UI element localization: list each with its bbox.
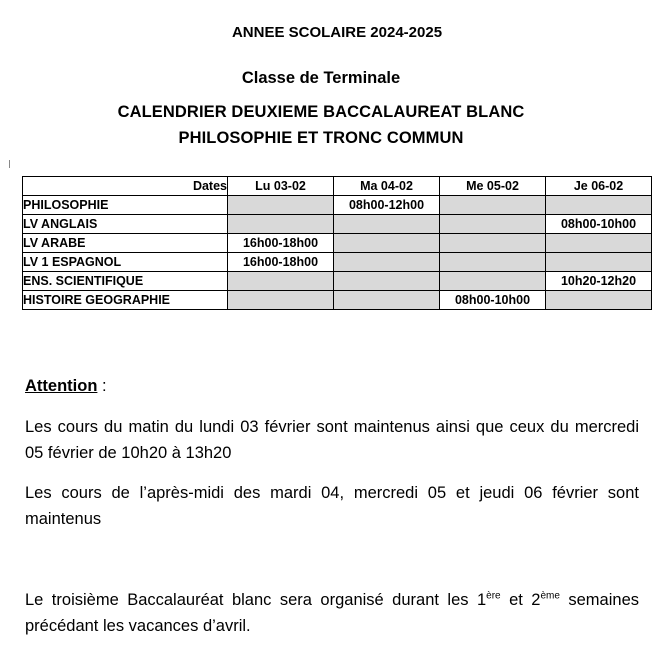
day-header-cell: Ma 04-02 [334,177,440,196]
table-row [23,291,652,310]
para3-superscript: ère [486,590,501,602]
empty-slot-cell [334,291,440,310]
calendar-title-line2: PHILOSOPHIE ET TRONC COMMUN [178,129,464,147]
exam-slot-cell: 08h00-10h00 [440,291,546,310]
exam-slot-cell: 16h00-18h00 [228,253,334,272]
attention-label: Attention [25,377,98,395]
empty-slot-cell [334,234,440,253]
para3-superscript: ème [540,590,560,602]
attention-heading [25,377,107,396]
note-paragraph-afternoon: Les cours de l’après-midi des mardi 04, mercredi 05 et jeudi 06 février sont maintenus [25,484,639,528]
subject-cell: LV 1 ESPAGNOL [23,253,228,272]
dates-header-cell: Dates [23,177,228,196]
empty-slot-cell [228,215,334,234]
empty-slot-cell [334,253,440,272]
empty-slot-cell [440,234,546,253]
table-body [23,196,652,310]
empty-slot-cell [546,291,652,310]
table-row [23,196,652,215]
subject-cell: ENS. SCIENTIFIQUE [23,272,228,291]
day-header-cell: Lu 03-02 [228,177,334,196]
subject-cell: LV ARABE [23,234,228,253]
empty-slot-cell [228,196,334,215]
empty-slot-cell [228,291,334,310]
margin-tick-mark [9,160,10,168]
subject-cell: HISTOIRE GEOGRAPHIE [23,291,228,310]
note-paragraph-morning: Les cours du matin du lundi 03 février sont maintenus ainsi que ceux du mercredi 05 février de 10h20 à 13h20 [25,418,639,462]
exam-schedule-table [22,176,652,310]
para3-text: Le troisième Baccalauréat blanc sera organisé durant les 1 [25,591,487,609]
subject-cell: LV ANGLAIS [23,215,228,234]
empty-slot-cell [440,272,546,291]
table-header-row [23,177,652,196]
empty-slot-cell [228,272,334,291]
para3-text: semaines précédant les vacances d’avril. [25,591,639,635]
day-header-cell: Me 05-02 [440,177,546,196]
empty-slot-cell [546,253,652,272]
table-row [23,253,652,272]
empty-slot-cell [334,272,440,291]
exam-slot-cell: 08h00-12h00 [334,196,440,215]
empty-slot-cell [546,196,652,215]
table-row [23,272,652,291]
class-title: Classe de Terminale [241,69,401,87]
para3-text: et 2 [500,591,541,609]
empty-slot-cell [440,253,546,272]
empty-slot-cell [440,215,546,234]
exam-slot-cell: 10h20-12h20 [546,272,652,291]
empty-slot-cell [334,215,440,234]
school-year-heading: ANNEE SCOLAIRE 2024-2025 [231,24,443,41]
calendar-title-line1: CALENDRIER DEUXIEME BACCALAUREAT BLANC [117,103,525,121]
exam-slot-cell: 16h00-18h00 [228,234,334,253]
empty-slot-cell [546,234,652,253]
subject-cell: PHILOSOPHIE [23,196,228,215]
attention-colon: : [97,377,107,395]
table-row [23,215,652,234]
exam-slot-cell: 08h00-10h00 [546,215,652,234]
day-header-cell: Je 06-02 [546,177,652,196]
empty-slot-cell [440,196,546,215]
table-row [23,234,652,253]
note-paragraph-third-bac [25,587,639,639]
